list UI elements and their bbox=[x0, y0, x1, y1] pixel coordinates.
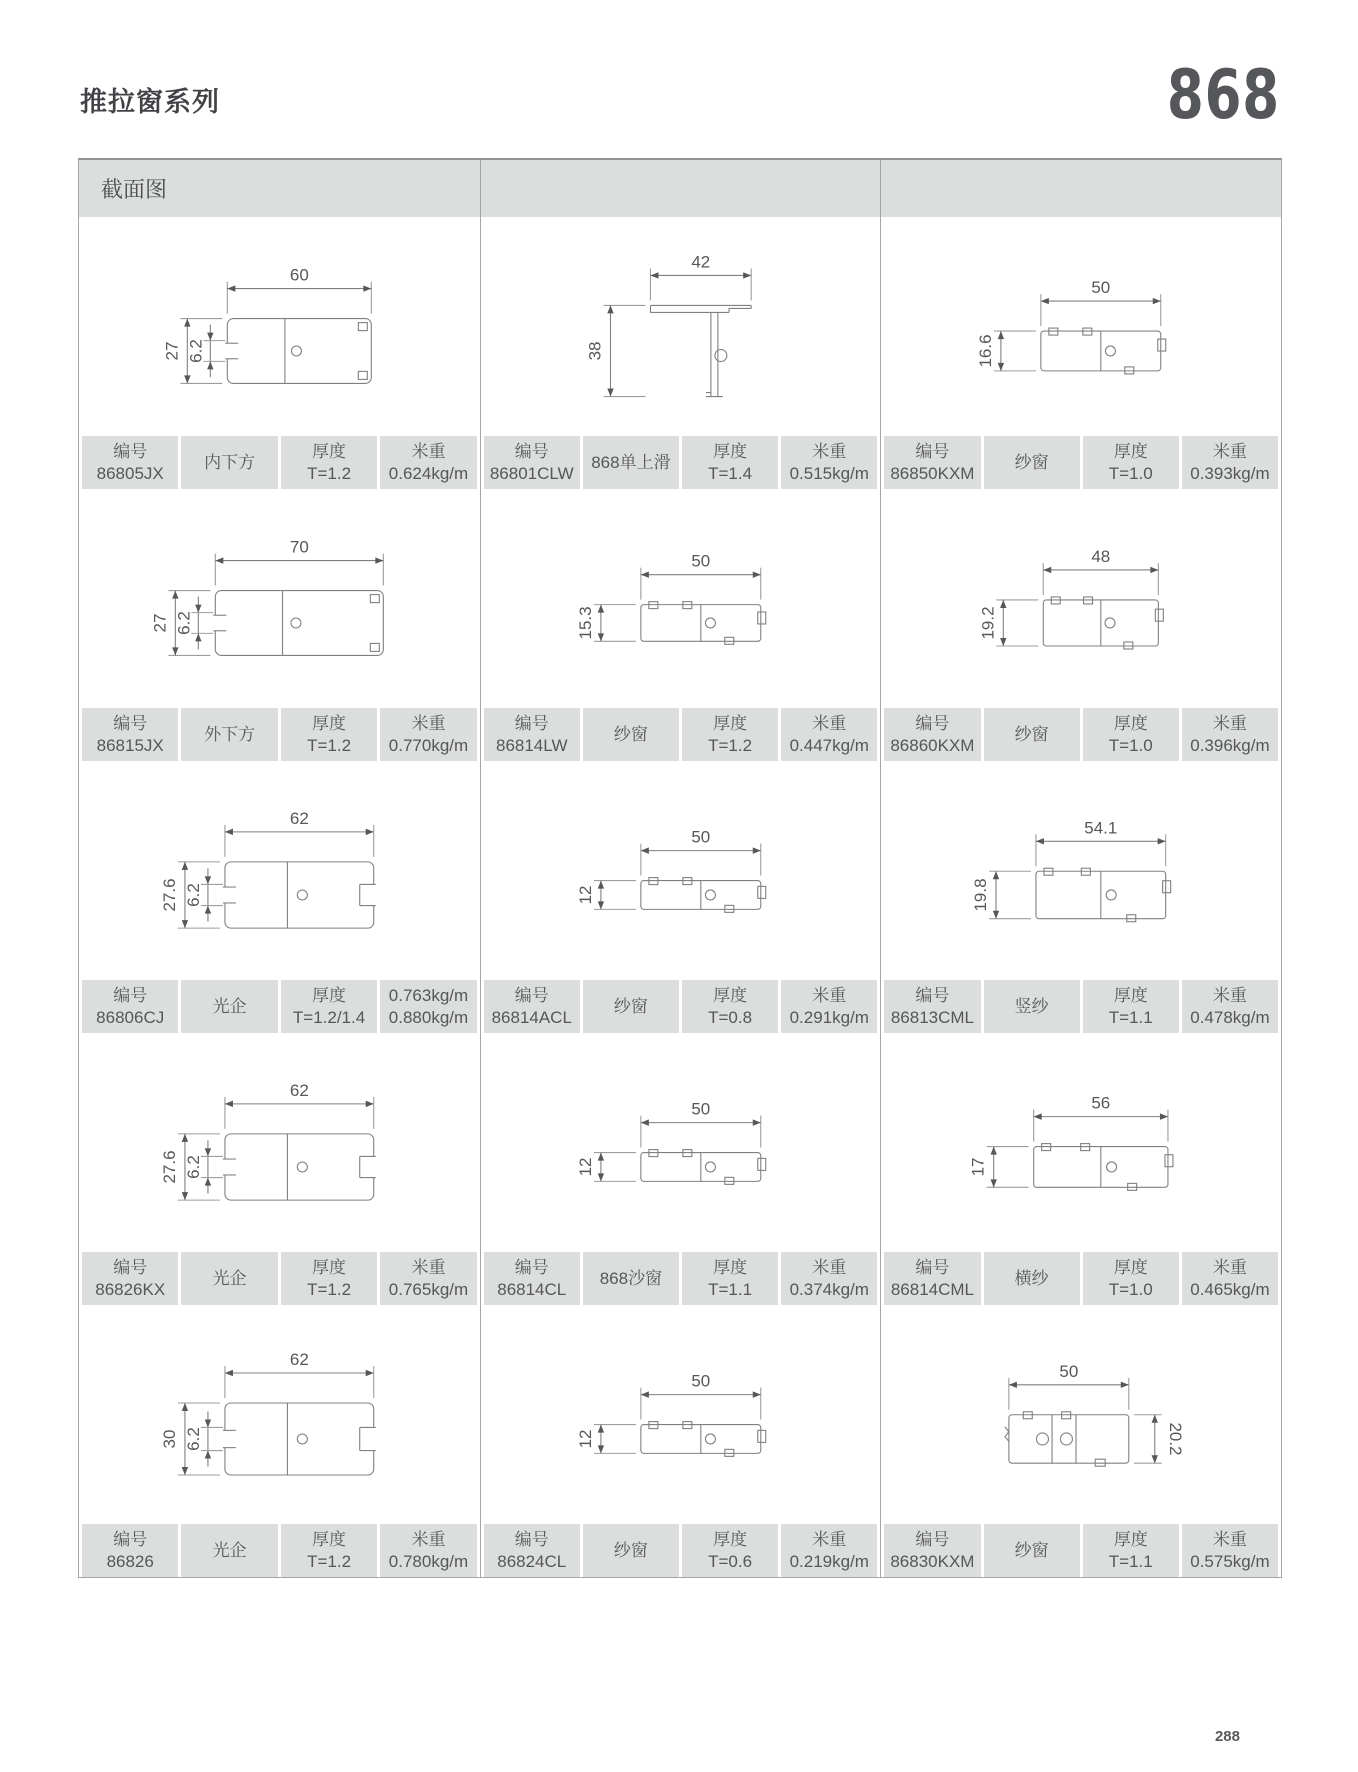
profile-cell bbox=[79, 1033, 480, 1305]
info-cell-weight bbox=[1182, 1252, 1278, 1305]
info-cell-thickness bbox=[1083, 436, 1179, 489]
info-value: 0.575kg/m bbox=[1190, 1551, 1270, 1571]
info-label: 厚度 bbox=[312, 441, 347, 461]
info-value: 86824CL bbox=[497, 1551, 567, 1571]
profile-cell bbox=[79, 761, 480, 1033]
info-value: 86806CJ bbox=[96, 1007, 165, 1027]
info-strip bbox=[481, 980, 881, 1033]
svg-text:27: 27 bbox=[162, 341, 182, 361]
info-cell-thickness bbox=[682, 436, 778, 489]
info-cell-name bbox=[181, 980, 277, 1033]
info-label: 米重 bbox=[812, 1529, 847, 1549]
info-label: 厚度 bbox=[312, 713, 347, 733]
info-value: 0.780kg/m bbox=[388, 1551, 469, 1571]
svg-text:17: 17 bbox=[969, 1157, 989, 1177]
info-cell-name bbox=[984, 436, 1080, 489]
table-header-row bbox=[79, 160, 1281, 217]
info-value: 光企 bbox=[212, 1540, 247, 1560]
info-value: 光企 bbox=[212, 996, 247, 1016]
info-label: 米重 bbox=[411, 441, 446, 461]
info-cell-thickness bbox=[682, 1252, 778, 1305]
svg-text:70: 70 bbox=[289, 537, 309, 557]
info-cell-name bbox=[181, 1524, 277, 1577]
info-cell-thickness bbox=[682, 980, 778, 1033]
info-label: 厚度 bbox=[713, 985, 748, 1005]
profile-diagram bbox=[79, 1305, 480, 1524]
info-cell-name bbox=[181, 708, 277, 761]
info-label: 编号 bbox=[113, 713, 148, 733]
profile-diagram bbox=[481, 489, 881, 708]
profile-cell bbox=[480, 1305, 881, 1577]
profile-cell bbox=[880, 489, 1281, 761]
info-cell-weight bbox=[380, 1524, 476, 1577]
info-cell-weight bbox=[781, 436, 877, 489]
info-value: 86826 bbox=[106, 1551, 154, 1571]
info-cell-weight bbox=[781, 980, 877, 1033]
info-label: 编号 bbox=[915, 713, 950, 733]
svg-text:50: 50 bbox=[1059, 1361, 1079, 1381]
svg-text:50: 50 bbox=[691, 1099, 710, 1119]
svg-text:54.1: 54.1 bbox=[1084, 818, 1118, 838]
profile-diagram bbox=[481, 761, 881, 980]
profile-diagram bbox=[481, 1305, 881, 1524]
info-value: T=1.1 bbox=[708, 1279, 753, 1299]
info-value: T=1.4 bbox=[708, 463, 753, 483]
info-strip bbox=[881, 708, 1281, 761]
info-cell-name bbox=[181, 1252, 277, 1305]
svg-text:6.2: 6.2 bbox=[174, 611, 194, 635]
profile-cell bbox=[480, 1033, 881, 1305]
info-cell-name bbox=[181, 436, 277, 489]
info-label: 编号 bbox=[915, 985, 950, 1005]
profile-diagram bbox=[79, 489, 480, 708]
info-value: 86813CML bbox=[890, 1007, 974, 1027]
info-strip bbox=[481, 1252, 881, 1305]
svg-text:50: 50 bbox=[1091, 278, 1111, 298]
info-value: 内下方 bbox=[204, 452, 256, 472]
info-value: 86850KXM bbox=[890, 463, 975, 483]
info-value: 纱窗 bbox=[613, 724, 648, 744]
svg-text:12: 12 bbox=[575, 1429, 595, 1449]
info-cell-weight bbox=[1182, 436, 1278, 489]
info-cell-thickness bbox=[682, 708, 778, 761]
info-value: 0.478kg/m bbox=[1190, 1007, 1270, 1027]
info-value: 0.515kg/m bbox=[789, 463, 869, 483]
info-cell-code bbox=[484, 1252, 580, 1305]
info-label: 编号 bbox=[514, 1257, 549, 1277]
info-label: 米重 bbox=[812, 1257, 847, 1277]
info-label: 编号 bbox=[915, 1529, 950, 1549]
svg-text:50: 50 bbox=[691, 827, 710, 847]
svg-text:6.2: 6.2 bbox=[186, 339, 206, 363]
info-label: 编号 bbox=[113, 1257, 148, 1277]
svg-text:50: 50 bbox=[691, 1371, 710, 1391]
info-label: 米重 bbox=[1212, 985, 1247, 1005]
info-cell-thickness bbox=[1083, 980, 1179, 1033]
info-value: T=1.2 bbox=[307, 1551, 352, 1571]
info-value: 0.393kg/m bbox=[1190, 463, 1270, 483]
info-value: 86814CML bbox=[890, 1279, 974, 1299]
info-label: 厚度 bbox=[713, 441, 748, 461]
info-value: 横纱 bbox=[1014, 1268, 1049, 1288]
series-title: 推拉窗系列 bbox=[80, 87, 220, 117]
svg-text:16.6: 16.6 bbox=[976, 334, 996, 368]
svg-text:27.6: 27.6 bbox=[159, 1150, 179, 1184]
svg-text:15.3: 15.3 bbox=[575, 606, 595, 640]
info-cell-name bbox=[984, 708, 1080, 761]
info-value: 0.396kg/m bbox=[1190, 735, 1270, 755]
svg-text:12: 12 bbox=[575, 1157, 595, 1177]
profile-row bbox=[79, 1305, 1281, 1577]
info-label: 米重 bbox=[812, 985, 847, 1005]
info-value: 86801CLW bbox=[489, 463, 574, 483]
info-strip bbox=[79, 708, 480, 761]
profile-cell bbox=[880, 1305, 1281, 1577]
profile-diagram bbox=[481, 217, 881, 436]
info-value: 纱窗 bbox=[1014, 724, 1049, 744]
info-value: 86826KX bbox=[95, 1279, 166, 1299]
profile-diagram bbox=[881, 489, 1281, 708]
page-number: 288 bbox=[1214, 1728, 1240, 1745]
svg-text:62: 62 bbox=[289, 808, 309, 828]
info-strip bbox=[79, 980, 480, 1033]
info-cell-name bbox=[984, 1252, 1080, 1305]
profile-row bbox=[79, 217, 1281, 489]
profile-cell bbox=[480, 761, 881, 1033]
profile-diagram bbox=[481, 1033, 881, 1252]
info-strip bbox=[481, 1524, 881, 1577]
svg-text:38: 38 bbox=[585, 341, 605, 361]
svg-text:27.6: 27.6 bbox=[159, 878, 179, 912]
info-label: 米重 bbox=[1212, 1529, 1247, 1549]
info-cell-weight bbox=[1182, 708, 1278, 761]
info-cell-code bbox=[884, 708, 980, 761]
info-cell-weight bbox=[1182, 980, 1278, 1033]
info-label: 米重 bbox=[812, 713, 847, 733]
info-label: 编号 bbox=[514, 441, 549, 461]
info-value: 868单上滑 bbox=[591, 452, 671, 472]
info-strip bbox=[881, 1524, 1281, 1577]
profile-cell bbox=[880, 217, 1281, 489]
info-cell-name bbox=[984, 980, 1080, 1033]
info-value: 光企 bbox=[212, 1268, 247, 1288]
info-label: 厚度 bbox=[713, 1257, 748, 1277]
info-value: T=1.0 bbox=[1108, 1279, 1153, 1299]
svg-text:19.2: 19.2 bbox=[978, 606, 998, 640]
info-value: 86814ACL bbox=[491, 1007, 572, 1027]
svg-text:6.2: 6.2 bbox=[183, 883, 203, 907]
info-value: T=1.2 bbox=[307, 735, 352, 755]
info-cell-weight bbox=[380, 436, 476, 489]
info-value: T=1.2 bbox=[307, 463, 352, 483]
info-value: 86815JX bbox=[96, 735, 164, 755]
profile-diagram bbox=[881, 1305, 1281, 1524]
svg-text:50: 50 bbox=[691, 551, 710, 571]
info-cell-thickness bbox=[281, 436, 377, 489]
svg-text:48: 48 bbox=[1091, 546, 1111, 566]
info-value: 0.765kg/m bbox=[388, 1279, 469, 1299]
info-cell-code bbox=[82, 1252, 178, 1305]
info-value: 0.763kg/m bbox=[388, 985, 469, 1005]
info-label: 厚度 bbox=[312, 1257, 347, 1277]
info-strip bbox=[481, 436, 881, 489]
info-cell-weight bbox=[380, 980, 476, 1033]
info-label: 厚度 bbox=[1113, 985, 1148, 1005]
info-cell-name bbox=[583, 1524, 679, 1577]
info-value: 86814LW bbox=[495, 735, 568, 755]
info-strip bbox=[79, 1252, 480, 1305]
profile-diagram bbox=[79, 217, 480, 436]
info-value: T=1.2 bbox=[307, 1279, 352, 1299]
info-label: 厚度 bbox=[1113, 441, 1148, 461]
info-cell-code bbox=[884, 1524, 980, 1577]
info-cell-thickness bbox=[1083, 1524, 1179, 1577]
svg-text:60: 60 bbox=[289, 265, 309, 285]
info-cell-name bbox=[583, 1252, 679, 1305]
info-label: 编号 bbox=[113, 1529, 148, 1549]
info-cell-thickness bbox=[281, 708, 377, 761]
section-label: 截面图 bbox=[101, 177, 168, 202]
info-cell-code bbox=[82, 708, 178, 761]
info-label: 编号 bbox=[113, 985, 148, 1005]
info-value: 0.447kg/m bbox=[789, 735, 869, 755]
svg-text:6.2: 6.2 bbox=[183, 1155, 203, 1179]
info-cell-weight bbox=[380, 708, 476, 761]
info-cell-code bbox=[484, 708, 580, 761]
info-label: 米重 bbox=[1212, 1257, 1247, 1277]
info-cell-code bbox=[82, 436, 178, 489]
info-value: 0.880kg/m bbox=[388, 1007, 469, 1027]
info-value: 纱窗 bbox=[1014, 1540, 1049, 1560]
info-cell-weight bbox=[781, 708, 877, 761]
info-cell-code bbox=[484, 980, 580, 1033]
info-label: 米重 bbox=[411, 713, 446, 733]
info-label: 编号 bbox=[514, 1529, 549, 1549]
info-value: 86830KXM bbox=[890, 1551, 975, 1571]
info-strip bbox=[881, 1252, 1281, 1305]
info-label: 编号 bbox=[915, 1257, 950, 1277]
info-cell-weight bbox=[781, 1252, 877, 1305]
info-value: T=0.6 bbox=[708, 1551, 753, 1571]
info-cell-code bbox=[884, 436, 980, 489]
info-value: 86805JX bbox=[96, 463, 164, 483]
info-cell-thickness bbox=[281, 1252, 377, 1305]
info-strip bbox=[79, 436, 480, 489]
info-label: 厚度 bbox=[1113, 1257, 1148, 1277]
info-cell-code bbox=[884, 1252, 980, 1305]
info-value: 纱窗 bbox=[613, 996, 648, 1016]
profile-cell bbox=[480, 217, 881, 489]
info-strip bbox=[881, 436, 1281, 489]
info-value: 纱窗 bbox=[613, 1540, 648, 1560]
info-cell-thickness bbox=[281, 1524, 377, 1577]
info-value: 0.465kg/m bbox=[1190, 1279, 1270, 1299]
info-value: T=0.8 bbox=[708, 1007, 753, 1027]
svg-text:30: 30 bbox=[159, 1429, 179, 1449]
profile-row bbox=[79, 761, 1281, 1033]
info-strip bbox=[79, 1524, 480, 1577]
info-label: 米重 bbox=[1212, 713, 1247, 733]
info-value: 86814CL bbox=[497, 1279, 567, 1299]
info-label: 米重 bbox=[812, 441, 847, 461]
info-value: 86860KXM bbox=[890, 735, 975, 755]
info-cell-code bbox=[484, 1524, 580, 1577]
info-value: 0.624kg/m bbox=[388, 463, 469, 483]
info-value: 竖纱 bbox=[1014, 996, 1049, 1016]
svg-text:19.8: 19.8 bbox=[971, 878, 991, 912]
info-label: 编号 bbox=[514, 713, 549, 733]
svg-text:12: 12 bbox=[575, 885, 595, 905]
svg-text:20.2: 20.2 bbox=[1166, 1422, 1186, 1456]
info-value: T=1.0 bbox=[1108, 735, 1153, 755]
info-label: 厚度 bbox=[1113, 1529, 1148, 1549]
profile-cell bbox=[880, 1033, 1281, 1305]
info-value: T=1.0 bbox=[1108, 463, 1153, 483]
info-cell-name bbox=[583, 980, 679, 1033]
svg-text:56: 56 bbox=[1091, 1093, 1111, 1113]
info-value: T=1.1 bbox=[1108, 1007, 1153, 1027]
info-label: 厚度 bbox=[713, 713, 748, 733]
profile-cell bbox=[79, 489, 480, 761]
info-label: 厚度 bbox=[312, 985, 347, 1005]
svg-text:42: 42 bbox=[691, 252, 710, 272]
profile-cell bbox=[79, 1305, 480, 1577]
profile-row bbox=[79, 1033, 1281, 1305]
info-strip bbox=[481, 708, 881, 761]
info-label: 编号 bbox=[514, 985, 549, 1005]
info-value: 0.291kg/m bbox=[789, 1007, 869, 1027]
profile-cell bbox=[79, 217, 480, 489]
info-cell-thickness bbox=[682, 1524, 778, 1577]
info-label: 厚度 bbox=[1113, 713, 1148, 733]
profile-row bbox=[79, 489, 1281, 761]
info-value: T=1.1 bbox=[1108, 1551, 1153, 1571]
info-label: 编号 bbox=[113, 441, 148, 461]
info-cell-code bbox=[82, 980, 178, 1033]
info-value: 0.219kg/m bbox=[789, 1551, 869, 1571]
profile-cell bbox=[480, 489, 881, 761]
svg-text:62: 62 bbox=[289, 1350, 309, 1369]
info-cell-code bbox=[484, 436, 580, 489]
info-label: 编号 bbox=[915, 441, 950, 461]
info-value: 纱窗 bbox=[1014, 452, 1049, 472]
series-number: 868 bbox=[1166, 56, 1280, 135]
info-label: 米重 bbox=[1212, 441, 1247, 461]
info-value: T=1.2/1.4 bbox=[292, 1007, 366, 1027]
svg-text:62: 62 bbox=[289, 1080, 309, 1100]
info-cell-weight bbox=[781, 1524, 877, 1577]
info-cell-thickness bbox=[1083, 1252, 1179, 1305]
info-value: 0.374kg/m bbox=[789, 1279, 869, 1299]
profile-diagram bbox=[881, 217, 1281, 436]
header-cell-empty bbox=[880, 160, 1281, 217]
info-label: 米重 bbox=[411, 1257, 446, 1277]
profile-diagram bbox=[881, 1033, 1281, 1252]
catalog-table bbox=[78, 158, 1282, 1578]
header-cell-empty bbox=[480, 160, 881, 217]
info-cell-name bbox=[583, 436, 679, 489]
info-cell-weight bbox=[1182, 1524, 1278, 1577]
info-strip bbox=[881, 980, 1281, 1033]
svg-text:6.2: 6.2 bbox=[183, 1427, 203, 1451]
info-cell-name bbox=[583, 708, 679, 761]
info-value: 868沙窗 bbox=[599, 1268, 663, 1288]
profile-cell bbox=[880, 761, 1281, 1033]
info-cell-thickness bbox=[281, 980, 377, 1033]
info-cell-code bbox=[82, 1524, 178, 1577]
info-value: T=1.2 bbox=[708, 735, 753, 755]
info-cell-weight bbox=[380, 1252, 476, 1305]
profile-diagram bbox=[79, 1033, 480, 1252]
info-cell-thickness bbox=[1083, 708, 1179, 761]
info-cell-name bbox=[984, 1524, 1080, 1577]
info-label: 厚度 bbox=[312, 1529, 347, 1549]
profile-diagram bbox=[79, 761, 480, 980]
info-value: 外下方 bbox=[204, 724, 256, 744]
svg-text:27: 27 bbox=[150, 613, 170, 633]
info-value: 0.770kg/m bbox=[388, 735, 469, 755]
info-cell-code bbox=[884, 980, 980, 1033]
info-label: 米重 bbox=[411, 1529, 446, 1549]
profile-diagram bbox=[881, 761, 1281, 980]
info-label: 厚度 bbox=[713, 1529, 748, 1549]
